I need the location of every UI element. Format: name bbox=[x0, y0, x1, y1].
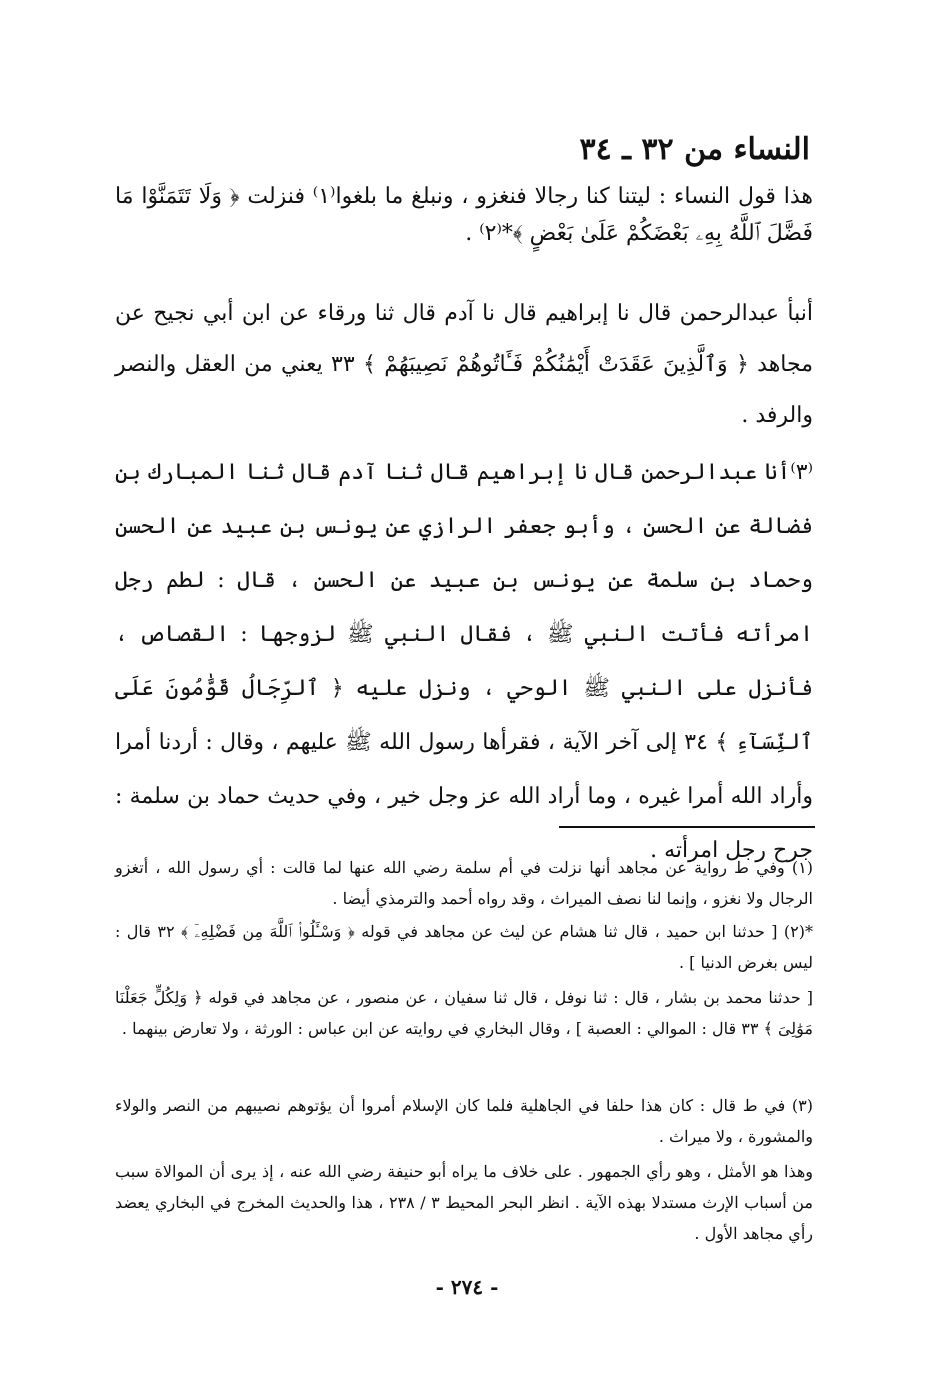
paragraph-2-text: أنبأ عبدالرحمن قال نا إبراهيم قال نا آدم قال ثنا ورقاء عن ابن أبي نجيح عن مجاهد ﴿ وَٱلَّذِينَ عَقَدَتْ أَيْمَٰنُكُمْ فَـَٔاتُوهُمْ نَصِيبَهُمْ ﴾ ٣٣ يعني من العقل والنصر والرفد . bbox=[115, 301, 814, 428]
footnote-2-part-1: *(٢) [ حدثنا ابن حميد ، قال ثنا هشام عن ليث عن مجاهد في قوله ﴿ وَسْـَٔلُوا۟ ٱللَّهَ مِن فَضْلِهِۦٓ ﴾ ٣٢ قال : ليس بغرض الدنيا ] . bbox=[115, 922, 813, 972]
footnote-2-part-2: [ حدثنا محمد بن بشار ، قال : ثنا نوفل ، قال ثنا سفيان ، عن منصور ، عن مجاهد في قوله ﴿ وَلِكُلٍّ جَعَلْنَا مَوَٰلِىَ ﴾ ٣٣ قال : الموالي : العصبة ] ، وقال البخاري في روايته عن ابن عباس : الورثة ، ولا تعارض بينهما . bbox=[115, 988, 813, 1038]
footnote-3-part-1: (٣) في ط قال : كان هذا حلفا في الجاهلية فلما كان الإسلام أمروا أن يؤتوهم نصيبهم من النصر والولاء والمشورة ، ولا ميراث . bbox=[115, 1096, 813, 1146]
section-heading: النساء من ٣٢ ـ ٣٤ bbox=[579, 132, 810, 167]
paragraph-3-text: ⁽٣⁾أنا عبدالرحمن قال نا إبراهيم قال ثنا آدم قال ثنا المبارك بن فضالة عن الحسن ، وأبو جعفر الرازي عن يونس بن عبيد عن الحسن وحماد بن سلمة عن يونس بن عبيد عن الحسن ، قال : لطم رجل امرأته فأتت النبي ﷺ ، فقال النبي ﷺ لزوجها : القصاص ، فأنزل على النبي ﷺ الوحي ، ونزل عليه ﴿ ٱلرِّجَالُ قَوَّٰمُونَ عَلَى ٱلنِّسَآءِ ﴾ ٣٤ إلى آخر الآية ، فقرأها رسول الله ﷺ عليهم ، وقال : أردنا أمرا وأراد الله أمرا غيره ، وما أراد الله عز وجل خير ، وفي حديث حماد بن سلمة : جرح رجل امرأته . bbox=[115, 460, 813, 863]
paragraph-2 bbox=[115, 288, 813, 441]
paragraph-3 bbox=[115, 446, 813, 878]
paragraph-1-text: هذا قول النساء : ليتنا كنا رجالا فنغزو ، ونبلغ ما بلغوا⁽١⁾ فنزلت ﴿ وَلَا تَتَمَنَّوْا مَا فَضَّلَ ٱللَّهُ بِهِۦ بَعْضَكُمْ عَلَىٰ بَعْضٍ ﴾*⁽٢⁾ . bbox=[115, 184, 813, 246]
footnote-3-part-2: وهذا هو الأمثل ، وهو رأي الجمهور . على خلاف ما يراه أبو حنيفة رضي الله عنه ، إذ يرى أن الموالاة سبب من أسباب الإرث مستدلا بهذه الآية . انظر البحر المحيط ٣ / ٢٣٨ ، هذا والحديث المخرج في البخاري يعضد رأي مجاهد الأول . bbox=[115, 1162, 814, 1243]
footnote-1-text: (١) وفي ط رواية عن مجاهد أنها نزلت في أم سلمة رضي الله عنها لما قالت : أي رسول الله ، أتغزو الرجال ولا نغزو ، وإنما لنا نصف الميراث ، وقد رواه أحمد والترمذي أيضا . bbox=[115, 858, 813, 908]
footnote-1 bbox=[115, 852, 813, 914]
page-number: - ٢٧٤ - bbox=[435, 1275, 499, 1299]
footnote-2 bbox=[115, 916, 813, 1044]
footnote-3 bbox=[115, 1090, 813, 1249]
paragraph-1 bbox=[115, 178, 813, 252]
footnote-separator bbox=[559, 826, 815, 828]
